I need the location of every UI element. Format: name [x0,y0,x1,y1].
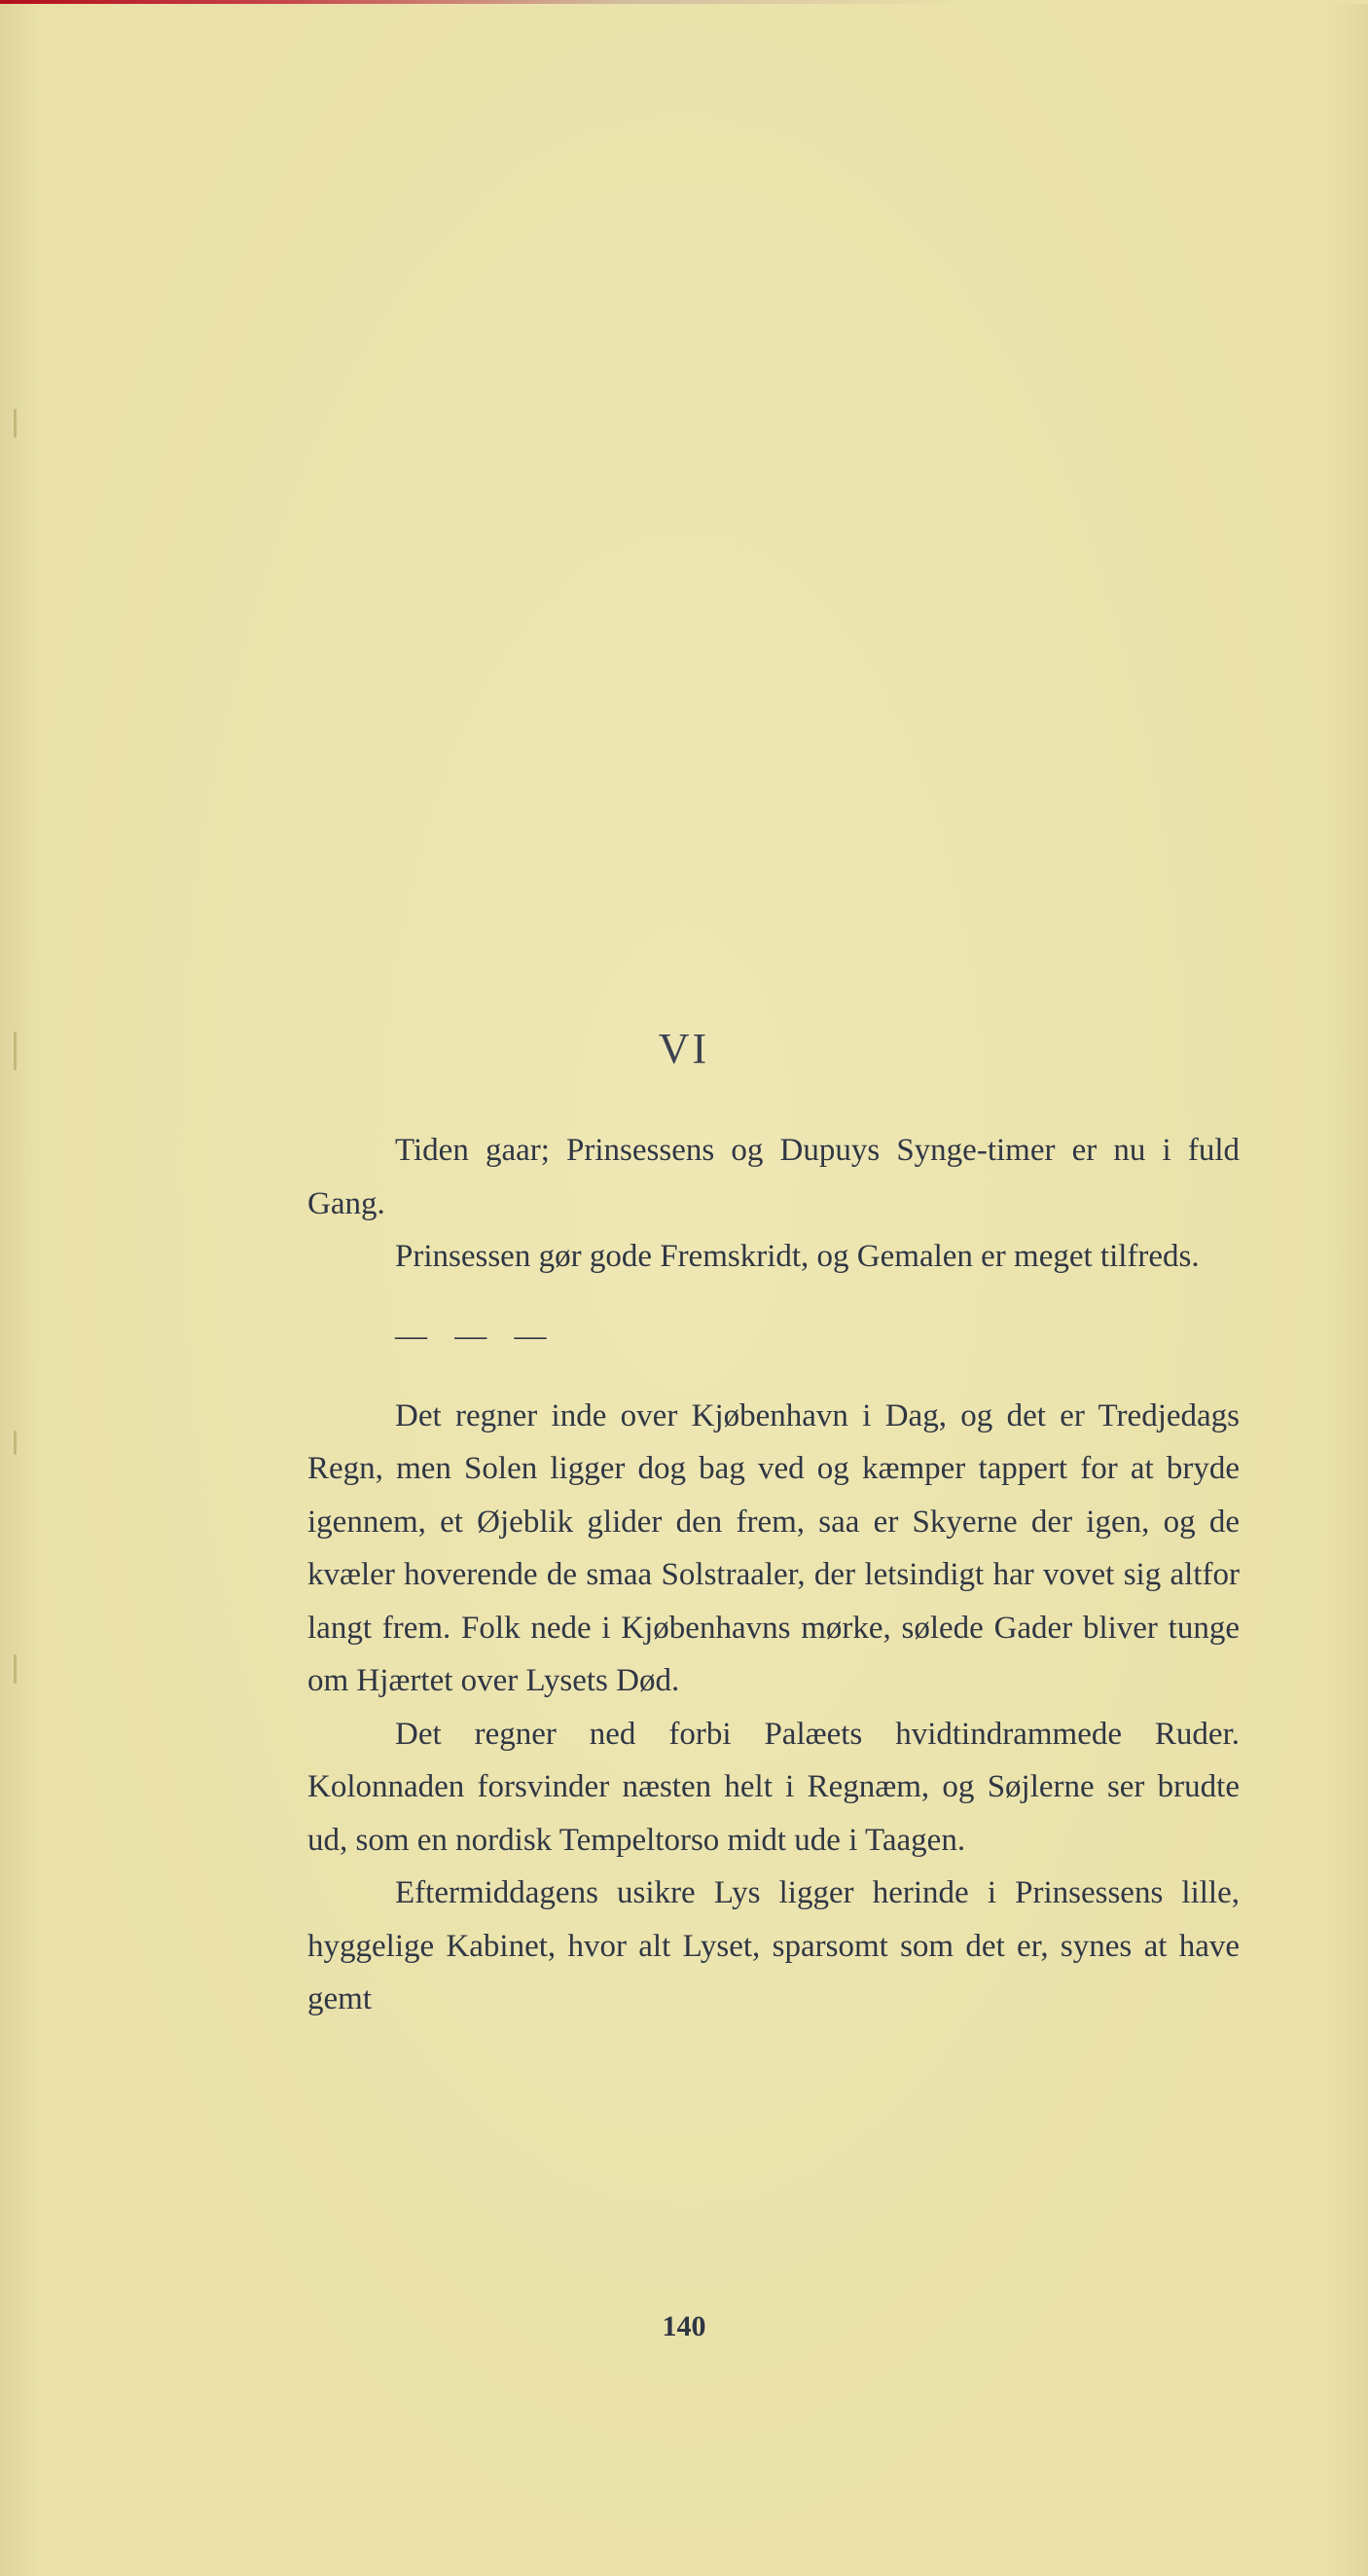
chapter-heading: VI [658,1025,710,1072]
paragraph: Prinsessen gør gode Fremskridt, og Gemalen er meget tilfreds. [395,1239,1200,1274]
margin-mark [14,1431,17,1455]
page-top-edge [0,0,1368,4]
paragraph: Det regner ned forbi Palæets hvidtindrammede Ruder. Kolonnaden forsvinder næsten helt i Regnæm, og Søjlerne ser brudte ud, som en nordisk Tempeltorso midt ude i Taagen. [307,1716,1240,1858]
paragraph: Det regner inde over Kjøbenhavn i Dag, og det er Tredjedags Regn, men Solen ligger dog bag ved og kæmper tappert for at bryde igennem, et Øjeblik glider den frem, saa er Skyerne der igen, og de kvæler hoverende de smaa Solstraaler, der letsindigt har vovet sig altfor langt frem. Folk nede i Kjøbenhavns mørke, sølede Gader bliver tunge om Hjærtet over Lysets Død. [307,1397,1240,1698]
body-text [307,1124,1240,2026]
section-separator: — — — [395,1318,557,1354]
margin-mark [14,409,17,438]
margin-mark [14,1654,17,1684]
paragraph: Eftermiddagens usikre Lys ligger herinde i Prinsessens lille, hyggelige Kabinet, hvor alt Lyset, sparsomt som det er, synes at have gemt [307,1875,1240,2016]
page-number: 140 [662,2310,706,2342]
paragraph: Tiden gaar; Prinsessens og Dupuys Synge-timer er nu i fuld Gang. [307,1133,1240,1221]
